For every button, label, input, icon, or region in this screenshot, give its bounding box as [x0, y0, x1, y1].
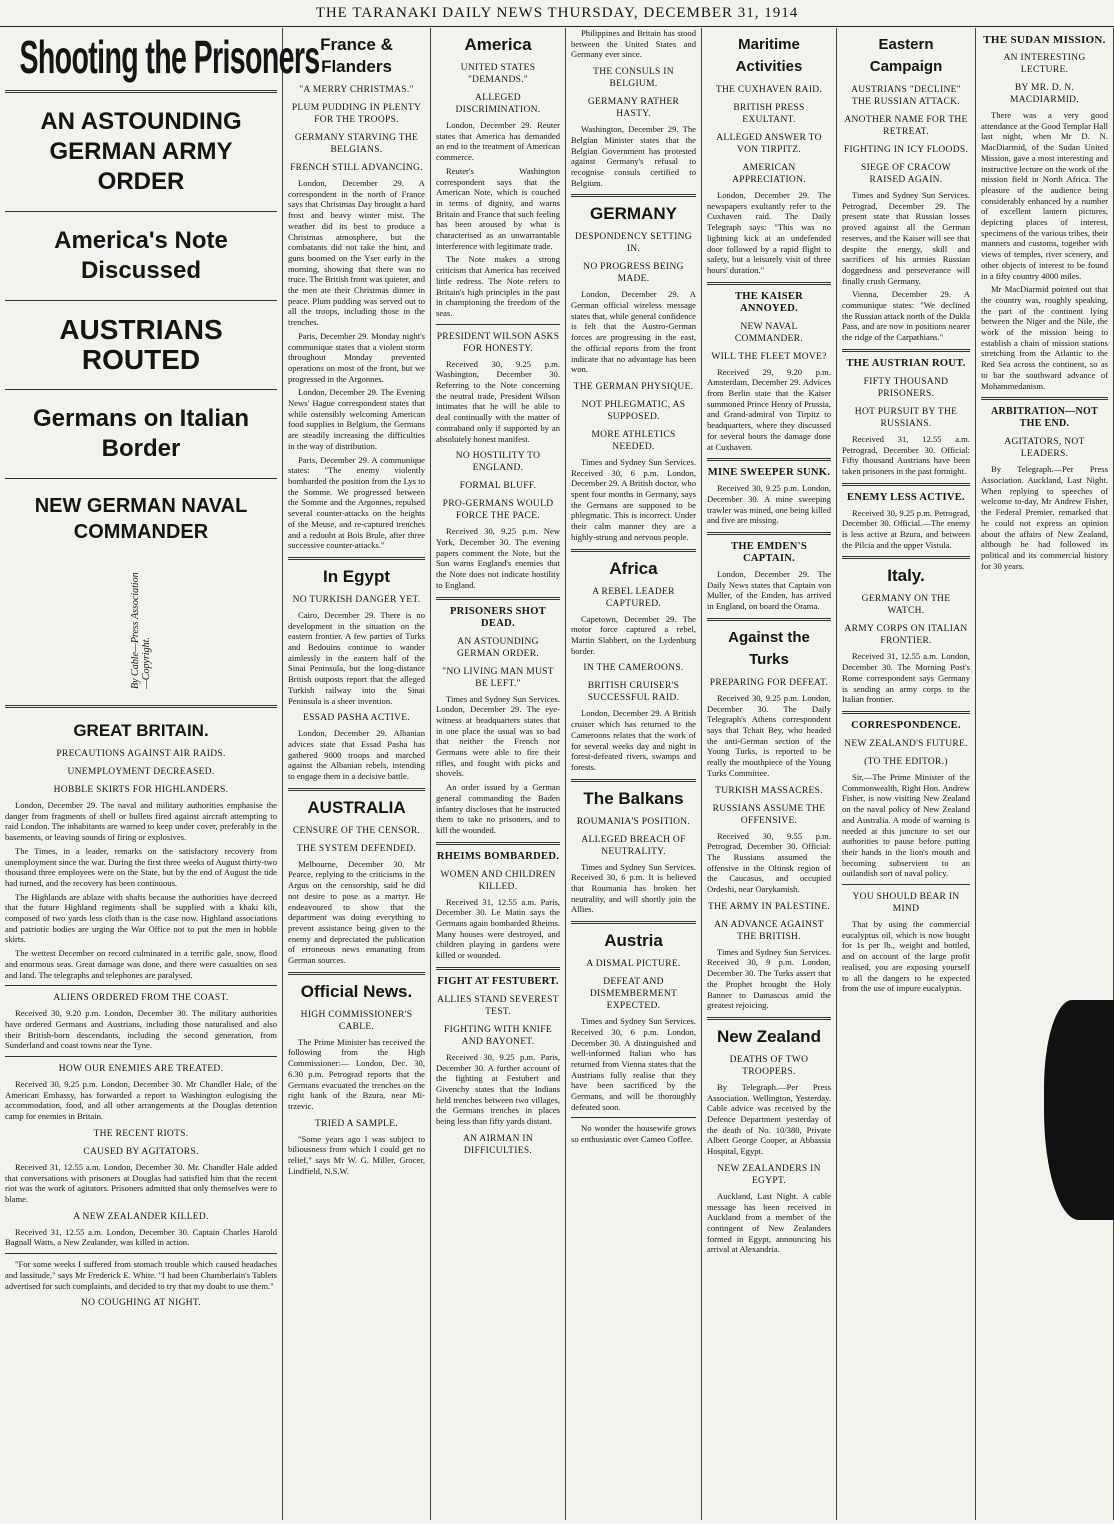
subhead: IN THE CAMEROONS. — [583, 663, 684, 674]
paragraph: Times and Sydney Sun Services. London, December 29. The eye-witness at headquarters states that in one place the usual was so bad that neither the French nor Germans were able to fire their rifles, and fought with picks and shovels. — [436, 693, 560, 779]
subhead: NO TURKISH DANGER YET. — [292, 594, 421, 605]
paragraph: London, December 29. A British cruiser which has returned to the Cameroons relates that the work of for several weeks day and night in forest-defeated rivers, swamps and forests. — [571, 708, 696, 772]
paragraph: London, December 29. A German official wireless message states that, while general confidence is felt that the Austro-German forces are progressing in the east, the official reports from the front indicate that no advantage has been won. — [571, 289, 696, 375]
paragraph: Philippines and Britain has stood between the United States and Germany ever since. — [571, 28, 696, 60]
subhead: A REBEL LEADER CAPTURED. — [592, 586, 675, 609]
paragraph: Times and Sydney Sun Services. Received 30, 6 p.m. London, December 29. A British doctor, who spent four months in Germany, says the Germans are supposed to be phlegmatic. This is incorrect. Under their calm manner they are a highly-strung and nervous people. — [571, 456, 696, 542]
section-australia: AUSTRALIA — [307, 797, 406, 817]
subhead: THE EMDEN'S CAPTAIN. — [731, 541, 807, 565]
subhead: NEW ZEALAND'S FUTURE. — [844, 738, 968, 749]
subhead: ALLIES STAND SEVEREST TEST. — [437, 994, 559, 1017]
paragraph: Received 31, 12.55 a.m. London, December 30. The Morning Post's Rome correspondent says Germany is sending an army corps to the Italian frontier. — [842, 651, 970, 705]
paragraph: Sir,—The Prime Minister of the Commonwealth, Right Hon. Andrew Fisher, is now visiting New Zealand on the naval policy of New Zealand and Australia. A mode of warning is needed at this juncture to set our authorities to pause before putting their hands in the lion's mouth and becoming subservient to an outlandish sort of naval policy. — [842, 771, 970, 879]
subhead: THE RECENT RIOTS. — [93, 1128, 189, 1139]
section-maritime: Maritime Activities — [735, 36, 803, 75]
section-official-news: Official News. — [300, 981, 413, 1001]
subhead: AGITATORS, NOT LEADERS. — [1004, 437, 1085, 460]
subhead: A DISMAL PICTURE. — [586, 959, 681, 970]
subhead: THE CUXHAVEN RAID. — [715, 85, 823, 95]
subhead: FORMAL BLUFF. — [459, 481, 537, 492]
paragraph: By Telegraph.—Per Press Association. Auckland, Last Night. When replying to speeches of welcome to-day, Mr Andrew Fisher, the Federal Premier, remarked that he could not express an opinion about the affairs of New Zealand, although he had followed its political and its commercial history for 30 years. — [981, 464, 1108, 571]
subhead: THE SYSTEM DEFENDED. — [296, 843, 417, 854]
paragraph: Received 29, 9.20 p.m. Amsterdam, December 29. Advices from Berlin state that the Kaiser summoned Prince Henry of Prussia, and Grand-admiral von Tirpitz to headquarters, where they discussed for several hours the damage done at Cuxhaven. — [707, 366, 831, 452]
subhead: UNITED STATES "DEMANDS." — [460, 63, 536, 85]
subhead: FIGHTING WITH KNIFE AND BAYONET. — [444, 1024, 552, 1047]
paragraph: Received 30, 9.25 p.m. Petrograd, December 30. Official.—The enemy is less active at Bzura, and between the Pilcia and the upper Vistula. — [842, 507, 970, 550]
subhead: RHEIMS BOMBARDED. — [436, 850, 560, 862]
subhead: A NEW ZEALANDER KILLED. — [73, 1211, 209, 1222]
subhead: BRITISH PRESS EXULTANT. — [733, 103, 805, 125]
subhead: ENEMY LESS ACTIVE. — [847, 491, 965, 503]
subhead: BRITISH CRUISER'S SUCCESSFUL RAID. — [587, 681, 680, 704]
subhead: "A MERRY CHRISTMAS." — [299, 85, 414, 95]
subhead: WOMEN AND CHILDREN KILLED. — [440, 869, 556, 892]
column-2 — [283, 28, 431, 1520]
subhead: ALLEGED DISCRIMINATION. — [455, 93, 541, 115]
paragraph: Received 30, 9.25 p.m. London, December 30. Mr Chandler Hale, of the American Embassy, has forwarded a report to Washington eulogising the accommodation, food, and all other arrangements at the Douglas detention camp for enemies in Britain. — [5, 1079, 277, 1122]
subhead: FIGHTING IN ICY FLOODS. — [843, 145, 969, 155]
headline-italian-border: Germans on Italian Border — [32, 405, 250, 462]
subhead: ARBITRATION—NOT THE END. — [990, 406, 1099, 430]
section-balkans: The Balkans — [583, 788, 684, 808]
section-in-egypt: In Egypt — [322, 566, 391, 586]
paragraph: London, December 29. A correspondent in the north of France says that Christmas Day brought a hard frost and heavy winter mist. The weather did its best to produce a Christmas atmosphere, but the combatants did not take the hint, and guns boomed on the Yser early in the morning, showing that there was no truce. The British front was quieter, and the men ate their Christmas dinner in peace. Plum pudding was served out to all the troops, including those in the trenches. — [288, 178, 425, 328]
advertisement: No wonder the housewife grows so enthusiastic over Cameo Coffee. — [571, 1123, 696, 1145]
subhead: GERMANY ON THE WATCH. — [861, 594, 951, 617]
subhead: DEFEAT AND DISMEMBERMENT EXPECTED. — [589, 977, 678, 1012]
advertisement: "Some years ago I was subject to biliousness from which I could get no relief," says Mr W. G. Miller, Grocer, Lindfield, N.S.W. — [288, 1133, 425, 1176]
subhead: NO HOSTILITY TO ENGLAND. — [455, 451, 541, 474]
headline-austrians-routed: AUSTRIANS ROUTED — [59, 314, 223, 375]
column-7 — [976, 28, 1114, 1520]
paragraph: London, December 29. The naval and military authorities emphasise the danger from fragments of shell or bullets fired against aircraft attempting to raid London. The inhabitants are warned to keep under cover, preferably in the basements, or leaving sounds of firing or explosives. — [5, 800, 277, 843]
paragraph: Received 30, 9.25 p.m. London, December 30. A mine sweeping trawler was mined, one being killed and five are missing. — [707, 483, 831, 526]
subhead: AN INTERESTING LECTURE. — [1003, 53, 1086, 75]
column-1 — [0, 28, 320, 1520]
advertisement: "For some weeks I suffered from stomach trouble which caused headaches and lassitude," says Mr Frederick E. White. "I had been Chamberlain's Tablets advertised for such complaints, and decided to try that my doubt to use them." — [5, 1259, 277, 1291]
subhead: DESPONDENCY SETTING IN. — [575, 232, 692, 255]
subhead: MINE SWEEPER SUNK. — [707, 467, 831, 479]
section-america: America — [464, 35, 532, 54]
paragraph: Reuter's Washington correspondent says that the American Note, which is couched in terms of dignity, and warns Britain and France that such feeling has been aroused by what is characterised as an unwarrantable interference with legitimate trade. — [436, 165, 560, 251]
subhead: HOBBLE SKIRTS FOR HIGHLANDERS. — [53, 785, 229, 795]
paragraph: The wettest December on record culminated in a terrific gale, snow, flood and enormous seas. Great damage was done, and there were casualties on sea and land. The telegraphs and telephones are paralysed. — [5, 948, 277, 980]
subhead: ALLEGED ANSWER TO VON TIRPITZ. — [716, 133, 822, 155]
section-great-britain: GREAT BRITAIN. — [73, 721, 209, 740]
subhead: TRIED A SAMPLE. — [315, 1118, 398, 1129]
paragraph: London, December 29. Reuter states that America has demanded an end to the treatment of American commerce. — [436, 120, 560, 163]
paragraph: Washington, December 29. The Belgian Minister states that the Belgian Government has protested against Germany's refusal to recognise consuls certified to Belgium. — [571, 124, 696, 188]
paragraph: Paris, December 29. A communique states: "The enemy violently bombarded the position from the Lys to the Somme. We progressed between the Somme and the Argonnes, repulsed several counter-attacks on the heights of the Meuse, and re-captured trenches and a redoubt at Bois Brule, after three successive counter-attacks." — [288, 454, 425, 551]
advertisement: That by using the commercial eucalyptus oil, which is now bought for 1s per lb., weight and bottled, and on account of the large profit realised, you are exposing yourself to all the dangers to be expected from the use of impure eucalyptus. — [842, 919, 970, 994]
paragraph: Received 30, 9.25 p.m. Washington, December 30. Referring to the Note concerning the neutral trade, President Wilson intimates that he will be able to deal continually with the matter of contraband only if supported by an absolutely honest manifest. — [436, 358, 560, 444]
paragraph: Received 31, 12.55 a.m. London, December 30. Mr. Chandler Hale added that conversations with prisoners at Douglas had satisfied him that the recent riot was the work of agitators. Prisoners admitted that only themselves were to blame. — [5, 1161, 277, 1204]
subhead: ARMY CORPS ON ITALIAN FRONTIER. — [844, 624, 968, 647]
paragraph: Times and Sydney Sun Services. Received 30, 9 p.m. London, December 30. The Turks assert that the Prophet brought the Holy Banner to Damascus amid the greatest rejoicing. — [707, 946, 831, 1011]
subhead: THE CONSULS IN BELGIUM. — [593, 67, 674, 90]
paragraph: Received 30, 9.25 p.m. London, December 30. The Daily Telegraph's Athens correspondent says that Tchait Bey, who headed the anti-German section of the Young Turks, is reported to be really the mouthpiece of the Young Turks Committee. — [707, 692, 831, 778]
section-germany: GERMANY — [590, 204, 677, 224]
headline-america-note: America's Note Discussed — [54, 227, 228, 284]
subhead: BY MR. D. N. MACDIARMID. — [1009, 83, 1079, 105]
subhead: GERMANY RATHER HASTY. — [587, 97, 680, 120]
paragraph: Received 31, 12.55 a.m. London, December 30. Captain Charles Harold Bagnall Watts, a New Zealander, was killed in action. — [5, 1226, 277, 1248]
paragraph: London, December 29. The newspapers exultantly refer to the Cuxhaven raid. The Daily Telegraph says: "This was no lightning kick at an undefended door followed by a rapid flight to safety, but a leisurely visit of three hours' duration." — [707, 190, 831, 275]
paragraph: Times and Sydney Sun Services. Received 30, 6 p.m. London, December 30. A distinguished and well-informed Italian who has returned from Vienna states that the Austrians fully realise that they have been sacrificed by the Germans, and will be thoroughly defeated soon. — [571, 1016, 696, 1112]
paragraph: Received 30, 9.20 p.m. London, December 30. The military authorities have ordered Germans and Austrians, including those naturalised and also their British-born descendants, including the second generation, from Sunderland and coast towns near the Tyne. — [5, 1008, 277, 1051]
subhead: THE SUDAN MISSION. — [983, 34, 1106, 46]
main-headline: Shooting the Prisoners — [19, 31, 320, 83]
paragraph: Cairo, December 29. There is no development in the situation on the eastern frontier. A few parties of Turks and Bedouins continue to wander aimlessly in the eastern half of the Sinai Peninsula, but the long-distance British outposts report that the alleged Turkish railway into the Sinai Peninsula is a sheer invention. — [288, 609, 425, 706]
paragraph: The Note makes a strong criticism that America has received little redress. The Note refers to Britain's high principles in the past in championing the freedom of the seas. — [436, 254, 560, 318]
subhead: THE GERMAN PHYSIQUE. — [573, 381, 694, 392]
ink-stain — [1044, 1000, 1114, 1220]
subhead: PLUM PUDDING IN PLENTY FOR THE TROOPS. — [291, 103, 422, 125]
paragraph: By Telegraph.—Per Press Association. Wellington, Yesterday. Cable advice was received by the Defence Department yesterday of the death of No. 10/380, Private Albert George Cooper, at Abbassia Hospital, Egypt. — [707, 1081, 831, 1157]
subhead: UNEMPLOYMENT DECREASED. — [67, 767, 215, 777]
subhead: CAUSED BY AGITATORS. — [83, 1146, 199, 1157]
subhead: DEATHS OF TWO TROOPERS. — [729, 1054, 809, 1077]
subhead: FIFTY THOUSAND PRISONERS. — [863, 376, 949, 399]
section-france-flanders: France & Flanders — [320, 35, 393, 76]
subhead: RUSSIANS ASSUME THE OFFENSIVE. — [712, 803, 826, 826]
section-africa: Africa — [609, 558, 658, 578]
subhead: AN AIRMAN IN DIFFICULTIES. — [462, 1133, 534, 1156]
section-eastern-campaign: Eastern Campaign — [869, 36, 943, 75]
paragraph: London, December 29. The Evening News' Hague correspondent states that while ostensibly welcoming American food supplies in Belgium, the Germans are steadily increasing the difficulties in the way of distribution. — [288, 387, 425, 451]
paragraph: Received 31, 12.55 a.m. Paris, December 30. Le Matin says the Germans again bombarded Rheims. Many houses were destroyed, and children playing in gardens were killed or wounded. — [436, 896, 560, 961]
column-4 — [566, 28, 702, 1520]
subhead: NO COUGHING AT NIGHT. — [81, 1298, 201, 1309]
subhead: NOT PHLEGMATIC, AS SUPPOSED. — [581, 399, 686, 422]
paragraph: An order issued by a German general commanding the Baden infantry discloses that he instructed them to take no prisoners, and to kill the wounded. — [436, 782, 560, 835]
paragraph: Capetown, December 29. The motor force captured a rebel, Martin Slabbert, on the Lydenburg border. — [571, 613, 696, 656]
paragraph: Received 30, 9.25 p.m. New York, December 30. The evening papers comment the Note, but the Sun warns England's enemies that the Note does not indicate hostility to England. — [436, 526, 560, 590]
subhead: ALLEGED BREACH OF NEUTRALITY. — [581, 834, 686, 857]
section-italy: Italy. — [887, 566, 925, 586]
section-new-zealand: New Zealand — [717, 1026, 821, 1046]
paragraph: Mr MacDiarmid pointed out that the country was, roughly speaking, the part of the continent lying between the Niger and the Nile, the work of the mission being to establish a chain of mission stations stretching from the Atlantic to the Red Sea across the continent, so as to bar the southward advance of Mohammedanism. — [981, 284, 1108, 391]
paragraph: Times and Sydney Sun Services. Received 30, 6 p.m. It is believed that Roumania has broken her neutrality, and will shortly join the Allies. — [571, 861, 696, 915]
subhead: PRESIDENT WILSON ASKS FOR HONESTY. — [436, 331, 560, 354]
subhead: CORRESPONDENCE. — [851, 719, 961, 731]
subhead: CENSURE OF THE CENSOR. — [292, 825, 421, 836]
copyright-line: By Cable—Press Association—Copyright. — [130, 572, 152, 689]
subhead: NEW ZEALANDERS IN EGYPT. — [717, 1163, 821, 1186]
subhead: AN ADVANCE AGAINST THE BRITISH. — [714, 919, 824, 942]
subhead: NEW NAVAL COMMANDER. — [734, 321, 804, 344]
subhead: NO PROGRESS BEING MADE. — [583, 262, 684, 285]
paragraph: The Times, in a leader, remarks on the satisfactory recovery from unemployment since the war. During the first three weeks of August thirty-two thousand three employees were on the State, but by the end of August the tide had turned, and the recovery has been continuous. — [5, 845, 277, 888]
subhead: PRISONERS SHOT DEAD. — [449, 605, 547, 629]
subhead: AN ASTOUNDING GERMAN ORDER. — [456, 636, 539, 659]
paragraph: There was a very good attendance at the Good Templar Hall last night, when Mr D. N. MacDiarmid, of the Sudan United Mission, gave a most interesting and instructive lecture on the work of the mission field in North Africa. The pleasure of the audience being considerably enhanced by a number of excellent lantern pictures, depicting places of interest, specimens of the various tribes, their manners and customs, together with views of temples, river scenery, and other objects of interest to be found in a fifty country 4000 miles. — [981, 110, 1108, 281]
subhead: AUSTRIANS "DECLINE" THE RUSSIAN ATTACK. — [851, 85, 961, 107]
subhead: GERMANY STARVING THE BELGIANS. — [294, 133, 419, 155]
column-3 — [431, 28, 566, 1520]
subhead: THE ARMY IN PALESTINE. — [707, 901, 830, 912]
subhead: (TO THE EDITOR.) — [864, 756, 948, 767]
section-against-turks: Against the Turks — [728, 628, 810, 668]
paragraph: Times and Sydney Sun Services. Petrograd, December 29. The present state that Russian losses proved against all the German reserves, and the Kaiser will see that despite the energy, skill and sacrifices of his armies Russian doggedness and perseverance will finally crush Germany. — [842, 190, 970, 286]
section-austria: Austria — [604, 931, 663, 951]
paragraph: Melbourne, December 30. Mr Pearce, replying to the criticisms in the Argus on the censorship, said he did not desire to pose as a martyr. He endeavoured to show that the department was doing everything to prevent assistance being given to the enemy and depreciated the publication of erroneous news emanating from German sources. — [288, 858, 425, 966]
column-5 — [702, 28, 837, 1520]
paragraph: Received 31, 12.55 a.m. Petrograd, December 30. Official: Fifty thousand Austrians have been taken prisoners in the past fortnight. — [842, 433, 970, 476]
paragraph: Received 30, 9.55 p.m. Petrograd, December 30. Official: The Russians assumed the offensive in the Oltinsk region of the Caucasus, and occupied Ordeshi, near Oarykamish. — [707, 830, 831, 895]
paragraph: Vienna, December 29. A communique states: "We declined the Russian attack north of the Dukla Pass, and are now in positions nearer the ridge of the Carpathians." — [842, 289, 970, 343]
subhead: AMERICAN APPRECIATION. — [732, 163, 806, 185]
subhead: YOU SHOULD BEAR IN MIND — [852, 892, 960, 915]
subhead: ESSAD PASHA ACTIVE. — [303, 713, 410, 724]
paragraph: London, December 29. Albanian advices state that Essad Pasha has gathered 9000 troops and marched against the Albanian rebels, intending to engage them in a decisive battle. — [288, 728, 425, 782]
headline-naval-commander: NEW GERMAN NAVAL COMMANDER — [34, 495, 248, 543]
masthead: THE TARANAKI DAILY NEWS THURSDAY, DECEMBER 31, 1914 — [0, 0, 1114, 27]
subhead: HOW OUR ENEMIES ARE TREATED. — [58, 1064, 224, 1075]
subhead: ROUMANIA'S POSITION. — [576, 816, 691, 827]
subhead: PRECAUTIONS AGAINST AIR RAIDS. — [56, 749, 226, 759]
subhead: "NO LIVING MAN MUST BE LEFT." — [442, 666, 554, 689]
headline-army-order: AN ASTOUNDING GERMAN ARMY ORDER — [40, 108, 242, 195]
subhead: THE AUSTRIAN ROUT. — [846, 357, 966, 369]
subhead: HOT PURSUIT BY THE RUSSIANS. — [854, 406, 958, 429]
subhead: FIGHT AT FESTUBERT. — [437, 975, 559, 987]
subhead: MORE ATHLETICS NEEDED. — [591, 429, 676, 452]
subhead: TURKISH MASSACRES. — [715, 785, 823, 796]
subhead: HIGH COMMISSIONER'S CABLE. — [300, 1009, 413, 1032]
paragraph: Auckland, Last Night. A cable message has been received in Auckland from a member of the contingent of New Zealanders formed in Egypt, announcing his arrival at Alexandria. — [707, 1190, 831, 1255]
column-6 — [837, 28, 976, 1520]
paragraph: Received 30, 9.25 p.m. Paris, December 30. A further account of the fighting at Festubert and Givenchy states that the Indians held trenches between two villages, the Germans trenches in places being less than fifty yards distant. — [436, 1051, 560, 1127]
subhead: ANOTHER NAME FOR THE RETREAT. — [844, 115, 968, 137]
subhead: SIEGE OF CRACOW RAISED AGAIN. — [860, 163, 951, 185]
subhead: FRENCH STILL ADVANCING. — [290, 163, 423, 173]
subhead: WILL THE FLEET MOVE? — [711, 351, 827, 362]
paragraph: London, December 29. The Daily News states that Captain von Muller, of the Emden, has arrived in England, on board the Orama. — [707, 569, 831, 612]
subhead: PRO-GERMANS WOULD FORCE THE PACE. — [442, 499, 554, 522]
paragraph: The Prime Minister has received the following from the High Commissioner:— London, Dec. 30, 6.30 p.m. Petrograd reports that the Germans evacuated the trenches on the right bank of the Bzura, near Mi-trzevic. — [288, 1036, 425, 1111]
paragraph: The Highlands are ablaze with shafts because the authorities have decreed that the future Highland regiments shall be supplied with a khaki kilt, composed of two yards less cloth than is the case now. Highland associations and patriotic bodies are urging the War Office not to put the men in hobble skirts. — [5, 891, 277, 945]
paragraph: Paris, December 29. Monday night's communique states that a violent storm throughout Monday prevented operations on most of the front, but we progressed in the Argonnes. — [288, 330, 425, 384]
subhead: THE KAISER ANNOYED. — [734, 290, 804, 314]
subhead: ALIENS ORDERED FROM THE COAST. — [53, 993, 229, 1004]
subhead: PREPARING FOR DEFEAT. — [709, 677, 829, 688]
